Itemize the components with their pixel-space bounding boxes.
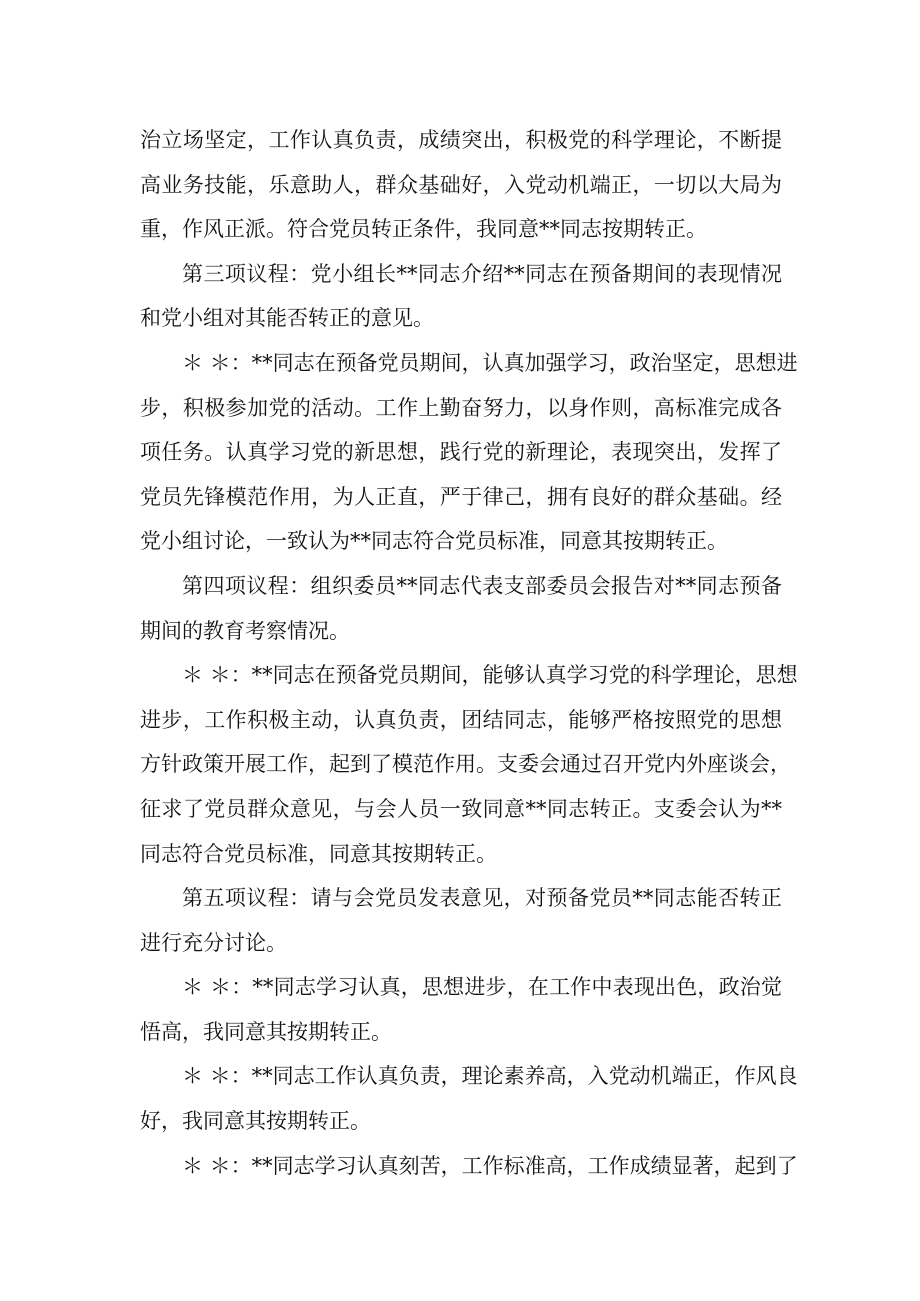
paragraph xyxy=(140,347,798,570)
paragraph xyxy=(140,1060,798,1149)
paragraph xyxy=(140,659,798,882)
text-line: 方针政策开展工作，起到了模范作用。支委会通过召开党内外座谈会， xyxy=(140,752,791,777)
text-line: 重，作风正派。符合党员转正条件，我同意**同志按期转正。 xyxy=(140,217,707,242)
text-line: 悟高，我同意其按期转正。 xyxy=(140,1019,392,1044)
text-line: ＊ ＊：**同志在预备党员期间，认真加强学习，政治坚定，思想进 xyxy=(182,350,798,375)
text-line: ＊ ＊：**同志在预备党员期间，能够认真学习党的科学理论，思想 xyxy=(182,663,798,688)
text-line: ＊ ＊：**同志学习认真，思想进步，在工作中表现出色，政治觉 xyxy=(182,975,782,1000)
paragraph xyxy=(140,258,782,347)
text-line: 和党小组对其能否转正的意见。 xyxy=(140,306,434,331)
text-line: 进行充分讨论。 xyxy=(140,930,287,955)
text-line: 高业务技能，乐意助人，群众基础好，入党动机端正，一切以大局为 xyxy=(140,172,782,197)
text-line: 征求了党员群众意见，与会人员一致同意**同志转正。支委会认为** xyxy=(140,796,782,821)
text-line: 项任务。认真学习党的新思想，践行党的新理论，表现突出，发挥了 xyxy=(140,440,782,465)
paragraph xyxy=(140,882,782,971)
text-line: 同志符合党员标准，同意其按期转正。 xyxy=(140,841,497,866)
text-line: ＊ ＊：**同志学习认真刻苦，工作标准高，工作成绩显著，起到了 xyxy=(182,1153,798,1178)
paragraph xyxy=(140,971,782,1060)
text-line: 进步，工作积极主动，认真负责，团结同志，能够严格按照党的思想 xyxy=(140,707,782,732)
text-line: 党员先锋模范作用，为人正直，严于律己，拥有良好的群众基础。经 xyxy=(140,484,782,509)
text-line: 第五项议程：请与会党员发表意见，对预备党员**同志能否转正 xyxy=(182,886,782,911)
text-line: 步，积极参加党的活动。工作上勤奋努力，以身作则，高标准完成各 xyxy=(140,395,782,420)
document-body xyxy=(140,124,798,1194)
text-line: 第四项议程：组织委员**同志代表支部委员会报告对**同志预备 xyxy=(182,573,782,598)
text-line: 好，我同意其按期转正。 xyxy=(140,1109,371,1134)
paragraph xyxy=(140,124,782,258)
text-line: ＊ ＊：**同志工作认真负责，理论素养高，入党动机端正，作风良 xyxy=(182,1064,798,1089)
text-line: 期间的教育考察情况。 xyxy=(140,618,350,643)
text-line: 党小组讨论，一致认为**同志符合党员标准，同意其按期转正。 xyxy=(140,529,728,554)
paragraph xyxy=(140,1150,798,1195)
paragraph xyxy=(140,570,782,659)
text-line: 第三项议程：党小组长**同志介绍**同志在预备期间的表现情况 xyxy=(182,261,782,286)
text-line: 治立场坚定，工作认真负责，成绩突出，积极党的科学理论，不断提 xyxy=(140,128,782,152)
